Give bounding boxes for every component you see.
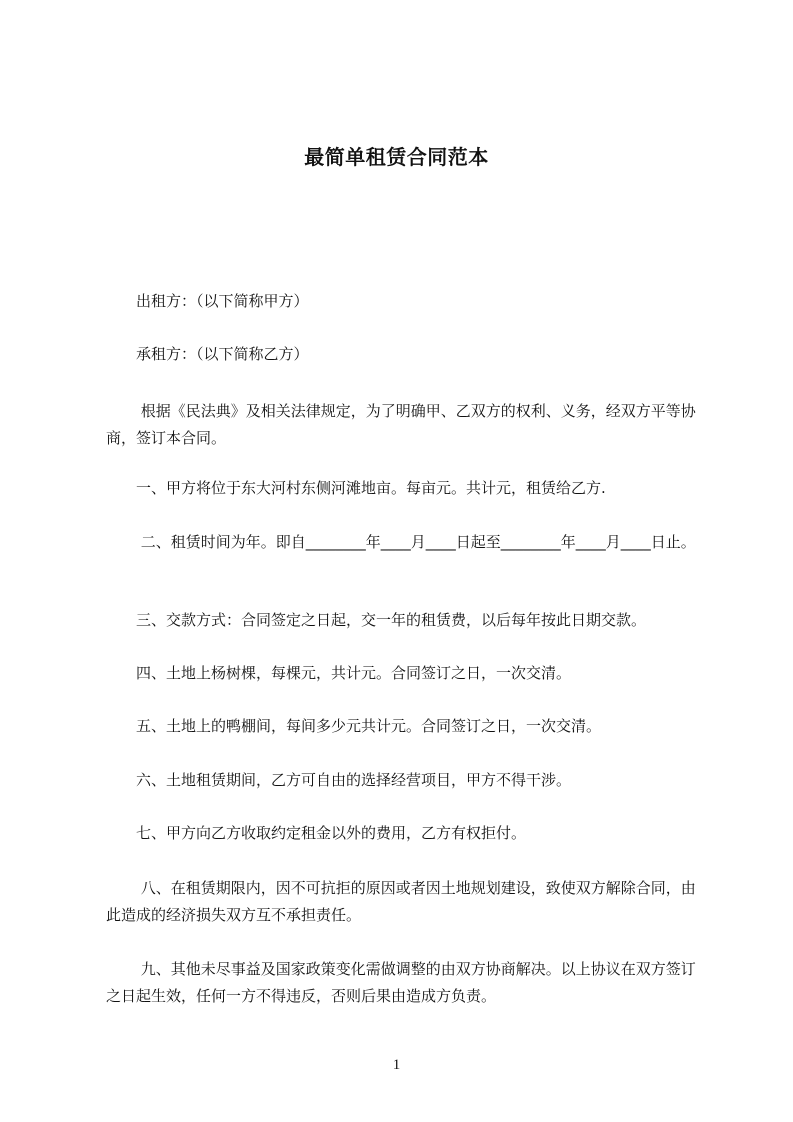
clause-2: 二、租赁时间为年。即自________年____月____日起至________年____月____日止。 [136, 533, 696, 551]
clause-9: 九、其他未尽事益及国家政策变化需做调整的由双方协商解决。以上协议在双方签订之日起生效，任何一方不得违反，否则后果由造成方负责。 [106, 960, 696, 1005]
page-number: 1 [392, 1057, 401, 1073]
clause-6: 六、土地租赁期间，乙方可自由的选择经营项目，甲方不得干涉。 [136, 771, 572, 789]
lessor-line: 出租方：（以下简称甲方） [136, 292, 309, 310]
clause-4: 四、土地上杨树棵，每棵元，共计元。合同签订之日，一次交清。 [136, 664, 572, 682]
clause-1: 一、甲方将位于东大河村东侧河滩地亩。每亩元。共计元，租赁给乙方. [136, 479, 606, 497]
clause-8: 八、在租赁期限内，因不可抗拒的原因或者因土地规划建设，致使双方解除合同，由此造成的经济损失双方互不承担责任。 [106, 879, 696, 924]
clause-7: 七、甲方向乙方收取约定租金以外的费用，乙方有权拒付。 [136, 824, 527, 842]
clause-5: 五、土地上的鸭棚间，每间多少元共计元。合同签订之日，一次交清。 [136, 717, 602, 735]
preamble-paragraph: 根据《民法典》及相关法律规定，为了明确甲、乙双方的权利、义务，经双方平等协商，签订本合同。 [106, 402, 696, 447]
lessee-line: 承租方：（以下简称乙方） [136, 345, 309, 363]
document-title: 最简单租赁合同范本 [304, 145, 489, 169]
clause-3: 三、交款方式：合同签定之日起，交一年的租赁费，以后每年按此日期交款。 [136, 611, 647, 629]
